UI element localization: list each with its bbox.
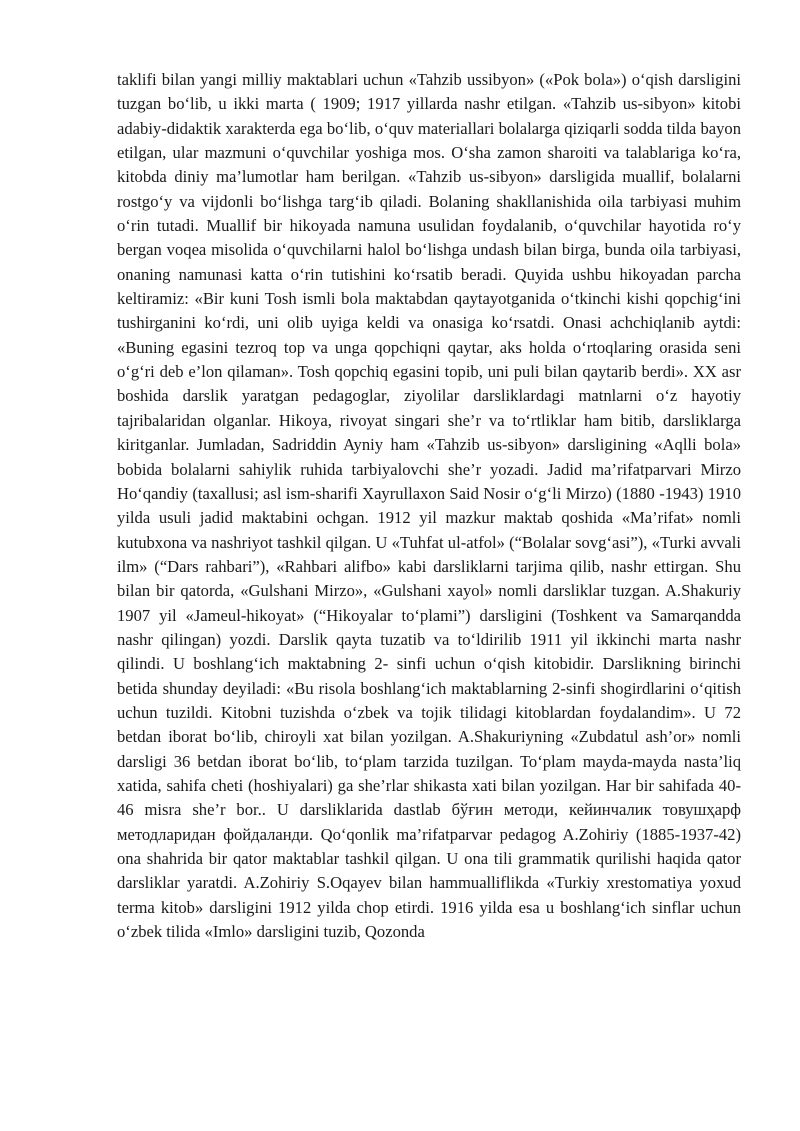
body-paragraph: taklifi bilan yangi milliy maktablari uchun «Tahzib ussibyon» («Pok bola») o‘qish darsligini tuzgan bo‘lib, u ikki marta ( 1909; 1917 yillarda nashr etilgan. «Tahzib us-sibyon» kitobi adabiy-didaktik xarakterda ega bo‘lib, o‘quv materiallari bolalarga qiziqarli sodda tilda bayon etilgan, ular mazmuni o‘quvchilar yoshiga mos. O‘sha zamon sharoiti va talablariga ko‘ra, kitobda diniy ma’lumotlar ham berilgan. «Tahzib us-sibyon» darsligida muallif, bolalarni rostgo‘y va vijdonli bo‘lishga targ‘ib qiladi. Bolaning shakllanishida oila tarbiyasi muhim o‘rin tutadi. Muallif bir hikoyada namuna usulidan foydalanib, o‘quvchilar hayotida ro‘y bergan voqea misolida o‘quvchilarni halol bo‘lishga undash bilan birga, bunda oila tarbiyasi, onaning namunasi katta o‘rin tutishini ko‘rsatib beradi. Quyida ushbu hikoyadan parcha keltiramiz: «Bir kuni Tosh ismli bola maktabdan qaytayotganida o‘tkinchi kishi qopchig‘ini tushirganini ko‘rdi, uni olib uyiga keldi va onasiga ko‘rsatdi. Onasi achchiqlanib aytdi: «Buning egasini tezroq top va unga qopchiqni qaytar, aks holda o‘rtoqlaring orasida seni o‘g‘ri deb e’lon qilaman». Tosh qopchiq egasini topib, uni puli bilan qaytarib berdi». XX asr boshida darslik yaratgan pedagoglar, ziyolilar darsliklardagi matnlarni o‘z hayotiy tajribalaridan olganlar. Hikoya, rivoyat singari she’r va to‘rtliklar ham bitib, darsliklarga kiritganlar. Jumladan, Sadriddin Ayniy ham «Tahzib us-sibyon» darsligining «Aqlli bola» bobida bolalarni sahiylik ruhida tarbiyalovchi she’r yozadi. Jadid ma’rifatparvari Mirzo Ho‘qandiy (taxallusi; asl ism-sharifi Xayrullaxon Said Nosir o‘g‘li Mirzo) (1880 -1943) 1910 yilda usuli jadid maktabini ochgan. 1912 yil mazkur maktab qoshida «Ma’rifat» nomli kutubxona va nashriyot tashkil qilgan. U «Tuhfat ul-atfol» (“Bolalar sovg‘asi”), «Turki avvali ilm» (“Dars rahbari”), «Rahbari alifbo» kabi darsliklarni tarjima qilib, nashr ettirgan. Shu bilan bir qatorda, «Gulshani Mirzo», «Gulshani xayol» nomli darsliklar tuzgan. A.Shakuriy 1907 yil «Jameul-hikoyat» (“Hikoyalar to‘plami”) darsligini (Toshkent va Samarqandda nashr qilingan) yozdi. Darslik qayta tuzatib va to‘ldirilib 1911 yil ikkinchi marta nashr qilindi. U boshlang‘ich maktabning 2- sinfi uchun o‘qish kitobidir. Darslikning birinchi betida shunday deyiladi: «Bu risola boshlang‘ich maktablarning 2-sinfi shogirdlarini o‘qitish uchun tuzildi. Kitobni tuzishda o‘zbek va tojik tilidagi kitoblardan foydalandim». U 72 betdan iborat bo‘lib, chiroyli xat bilan yozilgan. A.Shakuriyning «Zubdatul ash’or» nomli darsligi 36 betdan iborat bo‘lib, to‘plam tarzida tuzilgan. To‘plam mayda-mayda nasta’liq xatida, sahifa cheti (hoshiyalari) ga she’rlar shikasta xati bilan yozilgan. Har bir sahifada 40-46 misra she’r bor.. U darsliklarida dastlab бўғин методи, кейинчалик товушҳарф методларидан фойдаланди. Qo‘qonlik ma’rifatparvar pedagog A.Zohiriy (1885-1937-42) ona shahrida bir qator maktablar tashkil qilgan. U ona tili grammatik qurilishi haqida qator darsliklar yaratdi. A.Zohiriy S.Oqayev bilan hammualliflikda «Turkiy xrestomatiya yoxud terma kitob» darsligini 1912 yilda chop etirdi. 1916 yilda esa u boshlang‘ich sinflar uchun o‘zbek tilida «Imlo» darsligini tuzib, Qozonda bbox=[117, 70, 741, 942]
document-page bbox=[117, 68, 741, 944]
